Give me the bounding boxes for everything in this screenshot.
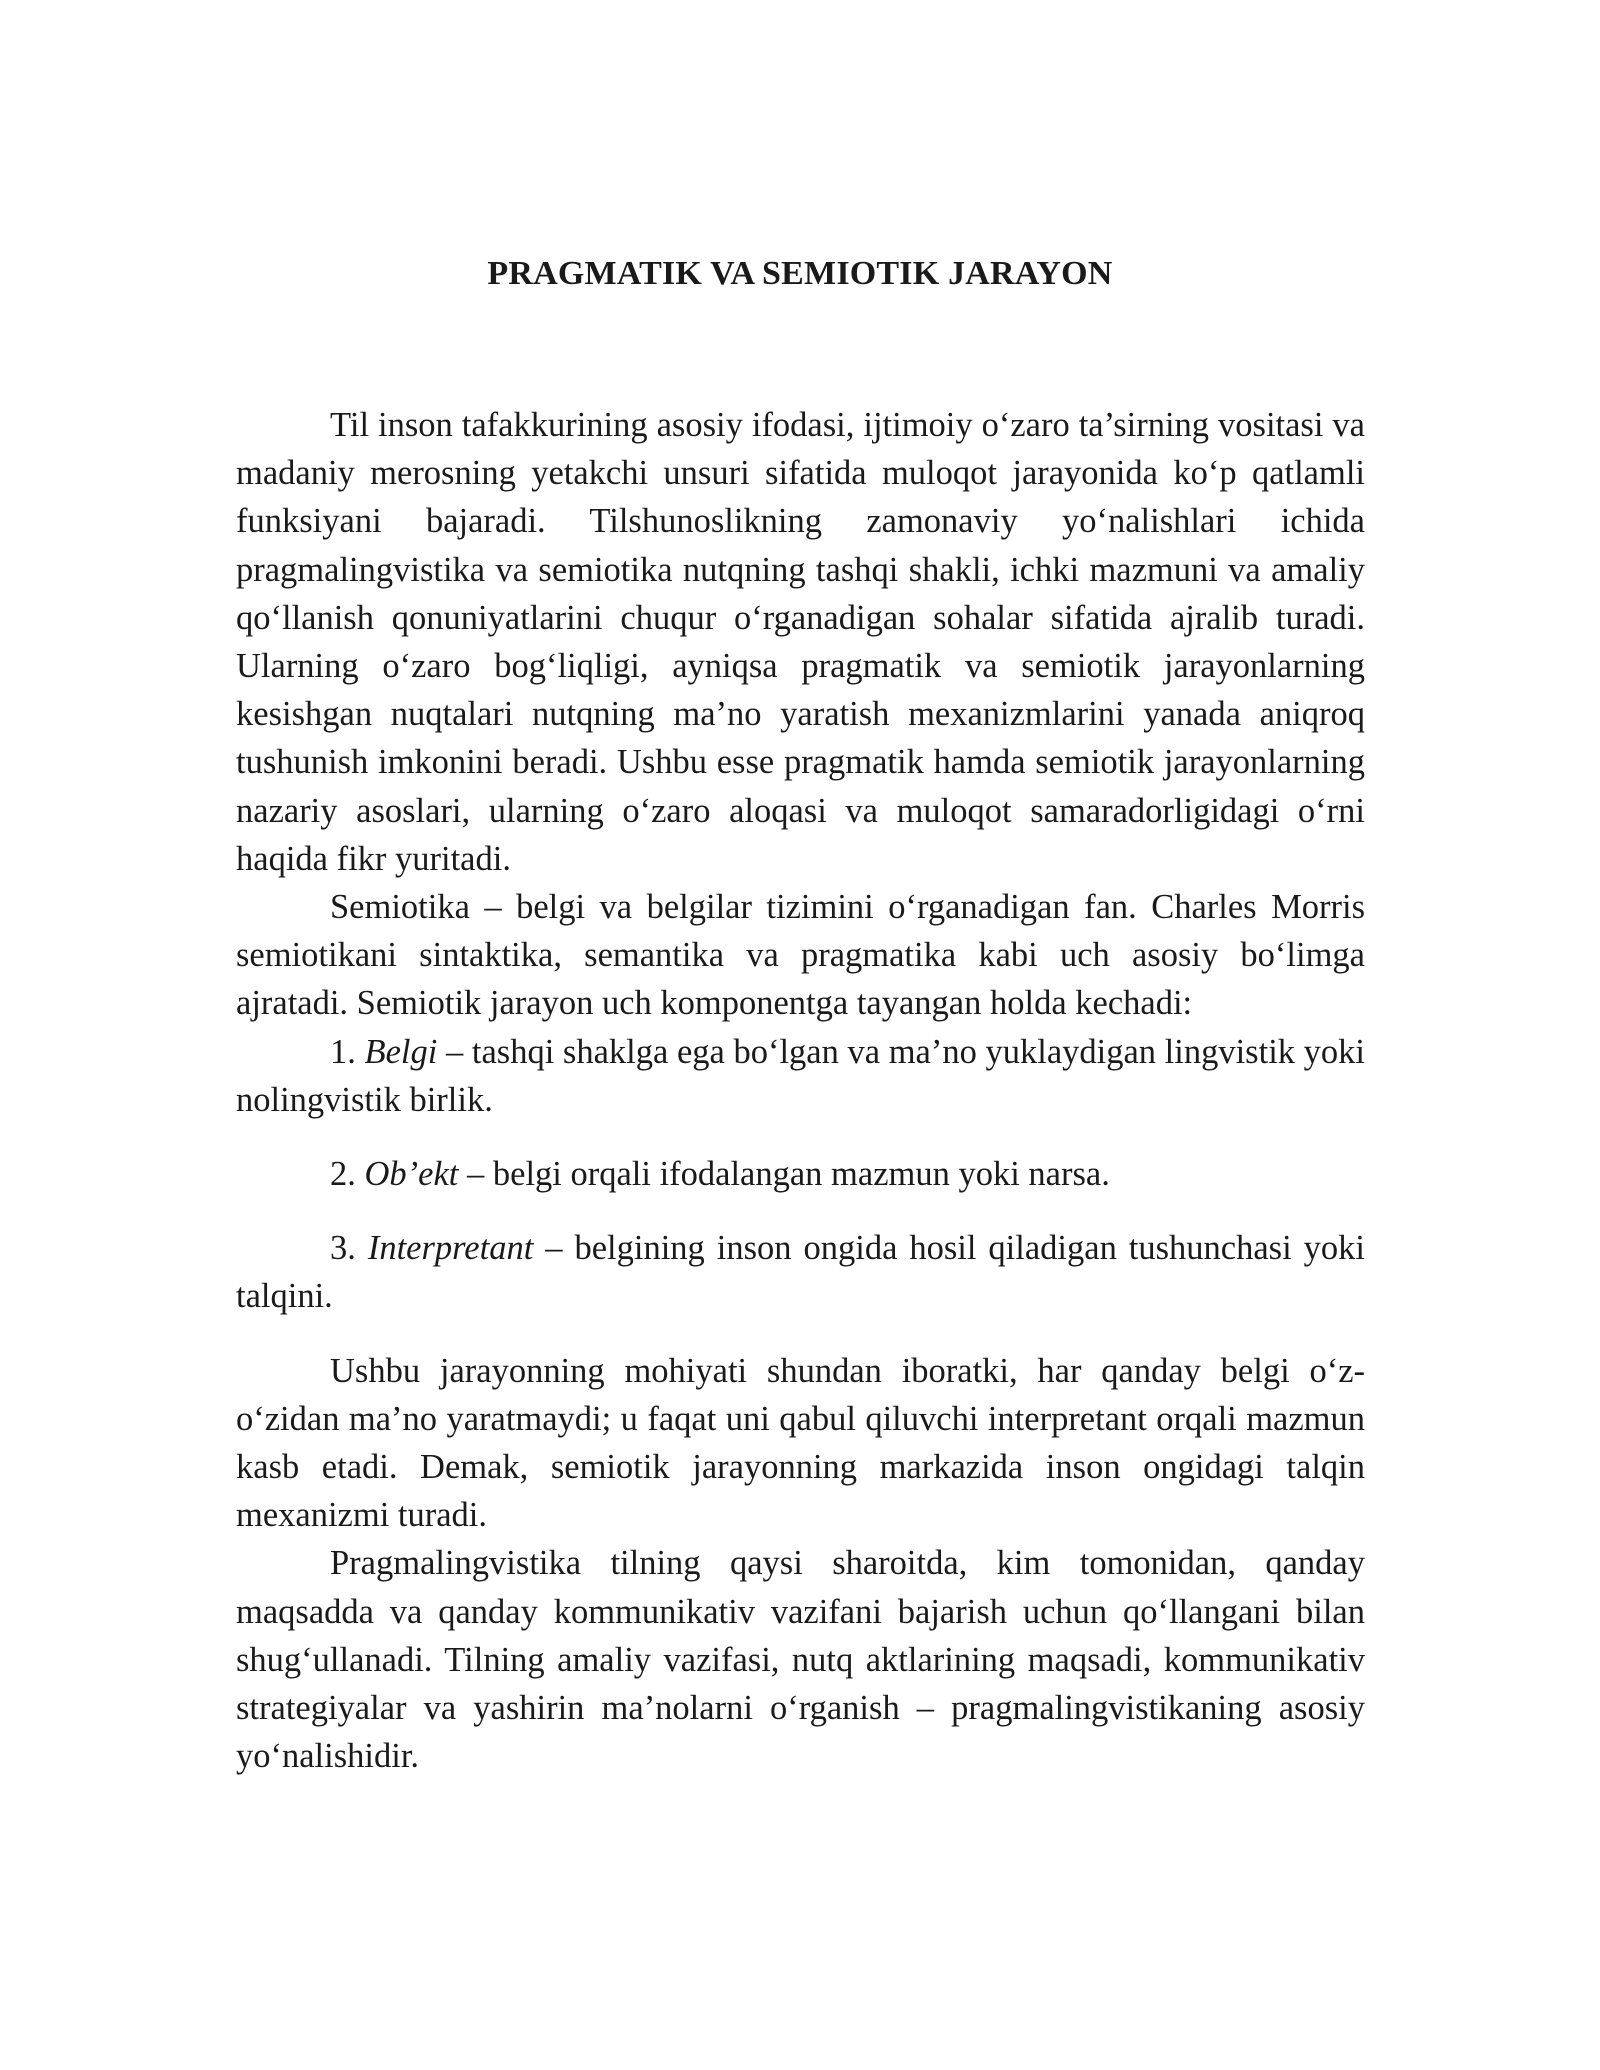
essence-paragraph: Ushbu jarayonning mohiyati shundan iboratki, har qanday belgi o‘z-o‘zidan ma’no yaratmaydi; u faqat uni qabul qiluvchi interpretant orqali mazmun kasb etadi. Demak, semiotik jarayonning markazida inson ongidagi talqin mexanizmi turadi. xyxy=(236,1351,1365,1535)
intro-paragraph: Til inson tafakkurining asosiy ifodasi, ijtimoiy o‘zaro ta’sirning vositasi va madaniy merosning yetakchi unsuri sifatida muloqot jarayonida ko‘p qatlamli funksiyani bajaradi. Tilshunoslikning zamonaviy yo‘nalishlari ichida pragmalingvistika va semiotika nutqning tashqi shakli, ichki mazmuni va amaliy qo‘llanish qonuniyatlarini chuqur o‘rganadigan sohalar sifatida ajralib turadi. Ularning o‘zaro bog‘liqligi, ayniqsa pragmatik va semiotik jarayonlarning kesishgan nuqtalari nutqning ma’no yaratish mexanizmlarini yanada aniqroq tushunish imkonini beradi. Ushbu esse pragmatik hamda semiotik jarayonlarning nazariy asoslari, ularning o‘zaro aloqasi va muloqot samaradorligidagi o‘rni haqida fikr yuritadi. xyxy=(236,406,1365,878)
list-number: 1. xyxy=(330,1032,356,1071)
list-number: 2. xyxy=(330,1155,356,1194)
semiotics-paragraph: Semiotika – belgi va belgilar tizimini o‘rganadigan fan. Charles Morris semiotikani sintaktika, semantika va pragmatika kabi uch asosiy bo‘limga ajratadi. Semiotik jarayon uch komponentga tayangan holda kechadi: xyxy=(236,888,1365,1023)
document-body xyxy=(236,401,1365,1780)
list-text: – tashqi shaklga ega bo‘lgan va ma’no yuklaydigan lingvistik yoki nolingvistik birlik. xyxy=(236,1032,1366,1119)
list-item-belgi xyxy=(236,1028,1365,1124)
list-term: Belgi xyxy=(364,1032,438,1071)
list-term: Ob’ekt xyxy=(364,1155,459,1194)
pragmalinguistics-paragraph: Pragmalingvistika tilning qaysi sharoitda, kim tomonidan, qanday maqsadda va qanday kommunikativ vazifani bajarish uchun qo‘llangani bilan shug‘ullanadi. Tilning amaliy vazifasi, nutq aktlarining maqsadi, kommunikativ strategiyalar va yashirin ma’nolarni o‘rganish – pragmalingvistikaning asosiy yo‘nalishidir. xyxy=(236,1544,1365,1776)
list-term: Interpretant xyxy=(367,1229,534,1268)
list-number: 3. xyxy=(330,1229,356,1268)
list-text: – belgining inson ongida hosil qiladigan tushunchasi yoki talqini. xyxy=(236,1229,1365,1316)
document-title: PRAGMATIK VA SEMIOTIK JARAYON xyxy=(487,255,1113,292)
list-text: – belgi orqali ifodalangan mazmun yoki narsa. xyxy=(458,1155,1110,1194)
list-item-interpretant xyxy=(236,1224,1365,1320)
list-item-obekt xyxy=(236,1150,1365,1198)
